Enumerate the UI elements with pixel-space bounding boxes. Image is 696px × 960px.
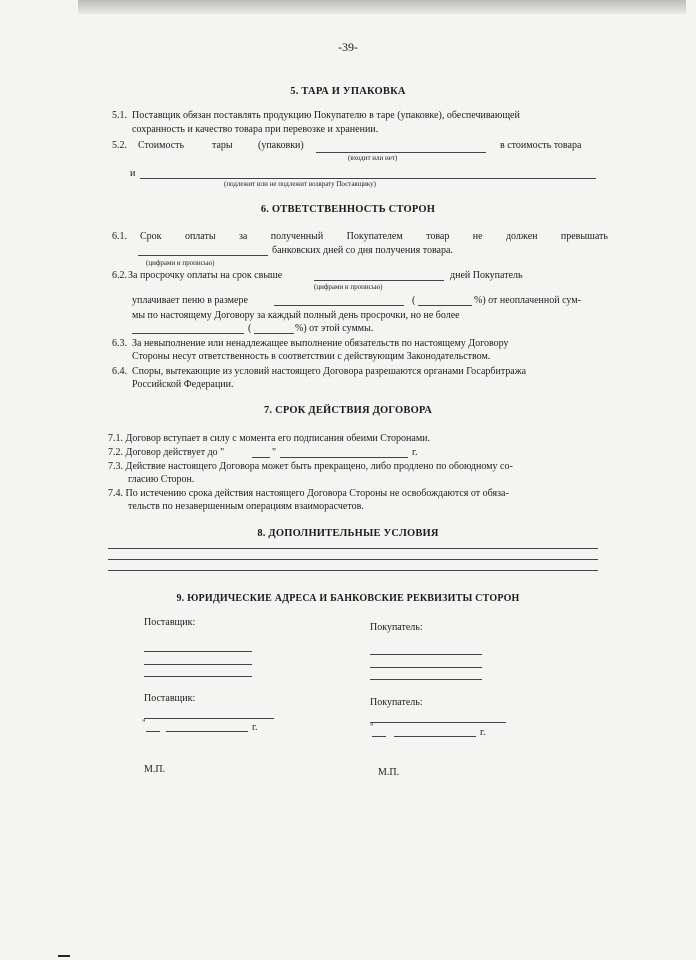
clause-5-2-word: тары [212, 140, 233, 151]
clause-7-3-line-1: 7.3. Действие настоящего Договора может быть прекращено, либо продлено по обоюдному со- [108, 461, 513, 472]
clause-6-3-number: 6.3. [112, 338, 127, 349]
clause-5-2-word: Стоимость [138, 140, 185, 151]
hint-digits-words: (цифрами и прописью) [146, 259, 215, 267]
word: не [472, 231, 483, 242]
clause-text: мы по настоящему Договору за каждый полный день просрочки, но не более [132, 310, 460, 321]
clause-6-1-line-2: банковских дней со дня получения товара. [272, 245, 453, 256]
word: за [238, 231, 248, 242]
clause-7-2-quote: " [272, 447, 277, 458]
clause-5-1-number: 5.1. [112, 110, 127, 121]
clause-6-2-line-3 [132, 310, 608, 321]
clause-5-1-line-2: сохранность и качество товара при перевозке и хранении. [132, 124, 379, 135]
word: Срок [140, 231, 162, 242]
buyer-date-year: г. [480, 727, 486, 738]
clause-5-2-and: и [130, 168, 136, 179]
word: Покупателем [346, 231, 403, 242]
clause-6-4-line-2: Российской Федерации. [132, 379, 234, 390]
buyer-label: Покупатель: [370, 622, 423, 633]
word: должен [505, 231, 538, 242]
blank-end-day [252, 457, 270, 458]
blank-penalty-amount [274, 305, 404, 306]
clause-7-4-line-2: тельств по незавершенным операциям взаиморасчетов. [128, 501, 364, 512]
blank-payment-days [138, 255, 268, 256]
clause-7-1: 7.1. Договор вступает в силу с момента его подписания обеими Сторонами. [108, 433, 431, 444]
buyer-signature-line [370, 722, 506, 723]
word: превышать [560, 231, 608, 242]
supplier-date-day [146, 731, 160, 732]
clause-6-3-line-2: Стороны несут ответственность в соответствии с действующим Законодательством. [132, 351, 491, 362]
clause-6-2-line-2a: уплачивает пеню в размере [132, 295, 248, 306]
supplier-signature-line [144, 718, 274, 719]
blank-packaging-included [316, 152, 486, 153]
clause-7-2-start: 7.2. Договор действует до " [108, 447, 225, 458]
page-number: -39- [338, 40, 358, 54]
word: полученный [270, 231, 324, 242]
blank-end-month-year [280, 457, 408, 458]
blank-packaging-return [140, 178, 596, 179]
section-8-heading: 8. ДОПОЛНИТЕЛЬНЫЕ УСЛОВИЯ [257, 528, 439, 539]
blank-penalty-percent [418, 305, 472, 306]
clause-6-3-line-1: За невыполнение или ненадлежащее выполнение обязательств по настоящему Договору [132, 338, 509, 349]
clause-6-2-paren: ( [412, 295, 416, 306]
clause-5-2-number: 5.2. [112, 140, 127, 151]
clause-7-2-year: г. [412, 447, 418, 458]
blank-max-percent [254, 333, 294, 334]
supplier-date-month [166, 731, 248, 732]
buyer-details-line-3 [370, 679, 482, 680]
clause-6-2-paren: ( [248, 323, 252, 334]
clause-6-1-number: 6.1. [112, 231, 127, 242]
clause-6-2-line-1a: За просрочку оплаты на срок свыше [128, 270, 283, 281]
clause-7-3-line-2: гласию Сторон. [128, 474, 195, 485]
section-9-heading: 9. ЮРИДИЧЕСКИЕ АДРЕСА И БАНКОВСКИЕ РЕКВИЗИТЫ СТОРОН [176, 593, 520, 604]
clause-6-1-line-1 [140, 231, 608, 242]
blank-additional-line-2 [108, 559, 598, 560]
supplier-details-line-2 [144, 664, 252, 665]
section-6-heading: 6. ОТВЕТСТВЕННОСТЬ СТОРОН [260, 204, 436, 215]
clause-6-4-line-1: Споры, вытекающие из условий настоящего Договора разрешаются органами Госарбитража [132, 366, 527, 377]
clause-6-2-number: 6.2. [112, 270, 127, 281]
buyer-stamp: М.П. [378, 767, 400, 778]
clause-6-2-line-2c: %) от неоплаченной сум- [474, 295, 581, 306]
clause-5-2-word: (упаковки) [258, 140, 304, 151]
word: товар [426, 231, 450, 242]
section-7-heading: 7. СРОК ДЕЙСТВИЯ ДОГОВОРА [263, 405, 432, 416]
blank-overdue-days [314, 280, 444, 281]
supplier-details-line-1 [144, 651, 252, 652]
buyer-date-month [394, 736, 476, 737]
clause-5-2-word: в стоимость товара [500, 140, 582, 151]
buyer-details-line-2 [370, 667, 482, 668]
buyer-date-day [372, 736, 386, 737]
buyer-signature-label: Покупатель: [370, 697, 423, 708]
scan-mark [58, 955, 70, 957]
clause-6-2-line-1b: дней Покупатель [450, 270, 523, 281]
word: оплаты [184, 231, 216, 242]
section-5-heading: 5. ТАРА И УПАКОВКА [290, 86, 406, 97]
clause-6-4-number: 6.4. [112, 366, 127, 377]
blank-additional-line-1 [108, 548, 598, 549]
supplier-stamp: М.П. [144, 764, 166, 775]
clause-text: Поставщик обязан поставлять продукцию Покупателю в таре (упаковке), обеспечивающей [132, 110, 520, 121]
supplier-date-year: г. [252, 722, 258, 733]
clause-7-4-line-1: 7.4. По истечению срока действия настоящего Договора Стороны не освобождаются от обяза- [108, 488, 509, 499]
supplier-date-quote: " [142, 718, 146, 728]
supplier-label: Поставщик: [144, 617, 196, 628]
hint-digits-words: (цифрами и прописью) [314, 283, 383, 291]
clause-6-2-line-4b: %) от этой суммы. [295, 323, 374, 334]
scan-edge-shadow [78, 0, 686, 14]
blank-additional-line-3 [108, 570, 598, 571]
hint-included-or-not: (входит или нет) [348, 154, 398, 162]
hint-return: (подлежит или не подлежит возврату Поставщику) [224, 180, 376, 188]
clause-5-1-line-1 [132, 110, 608, 121]
buyer-details-line-1 [370, 654, 482, 655]
buyer-date-quote: " [370, 722, 374, 732]
supplier-signature-label: Поставщик: [144, 693, 196, 704]
blank-max-amount [132, 333, 244, 334]
supplier-details-line-3 [144, 676, 252, 677]
